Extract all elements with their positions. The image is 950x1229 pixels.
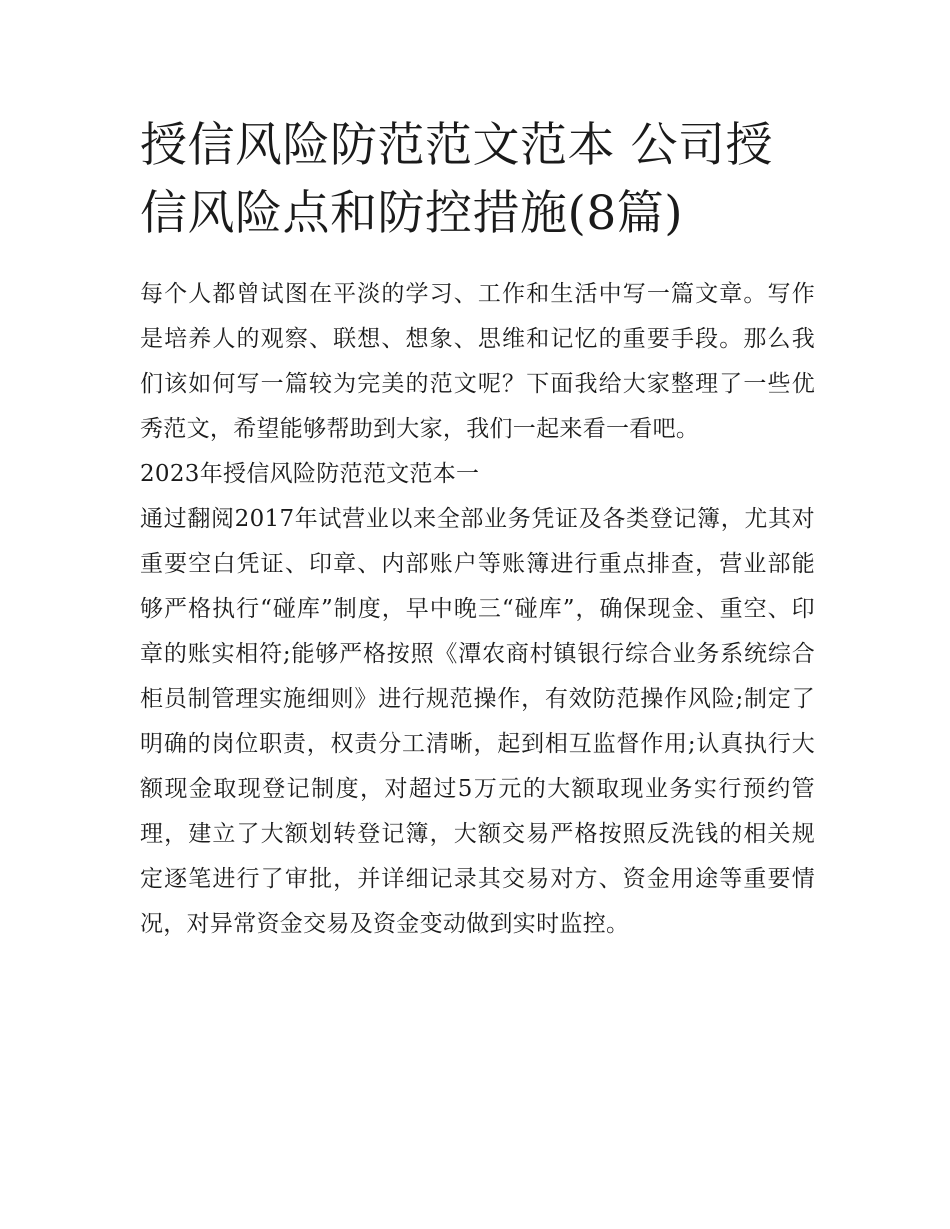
section-heading: 2023年授信风险防范范文范本一 — [140, 461, 480, 487]
document-title: 授信风险防范范文范本 公司授信风险点和防控措施(8篇) — [140, 118, 773, 241]
document-page — [140, 112, 815, 947]
body-paragraph: 通过翻阅2017年试营业以来全部业务凭证及各类登记簿，尤其对重要空白凭证、印章、内部账户等账簿进行重点排查，营业部能够严格执行“碰库”制度，早中晚三“碰库”，确保现金、重空、印章的账实相符;能够严格按照《潭农商村镇银行综合业务系统综合柜员制管理实施细则》进行规范操作，有效防范操作风险;制定了明确的岗位职责，权责分工清晰，起到相互监督作用;认真执行大额现金取现登记制度，对超过5万元的大额取现业务实行预约管理，建立了大额划转登记簿，大额交易严格按照反洗钱的相关规定逐笔进行了审批，并详细记录其交易对方、资金用途等重要情况，对异常资金交易及资金变动做到实时监控。 — [140, 506, 815, 937]
intro-paragraph: 每个人都曾试图在平淡的学习、工作和生活中写一篇文章。写作是培养人的观察、联想、想象、思维和记忆的重要手段。那么我们该如何写一篇较为完美的范文呢？下面我给大家整理了一些优秀范文，希望能够帮助到大家，我们一起来看一看吧。 — [140, 281, 815, 442]
